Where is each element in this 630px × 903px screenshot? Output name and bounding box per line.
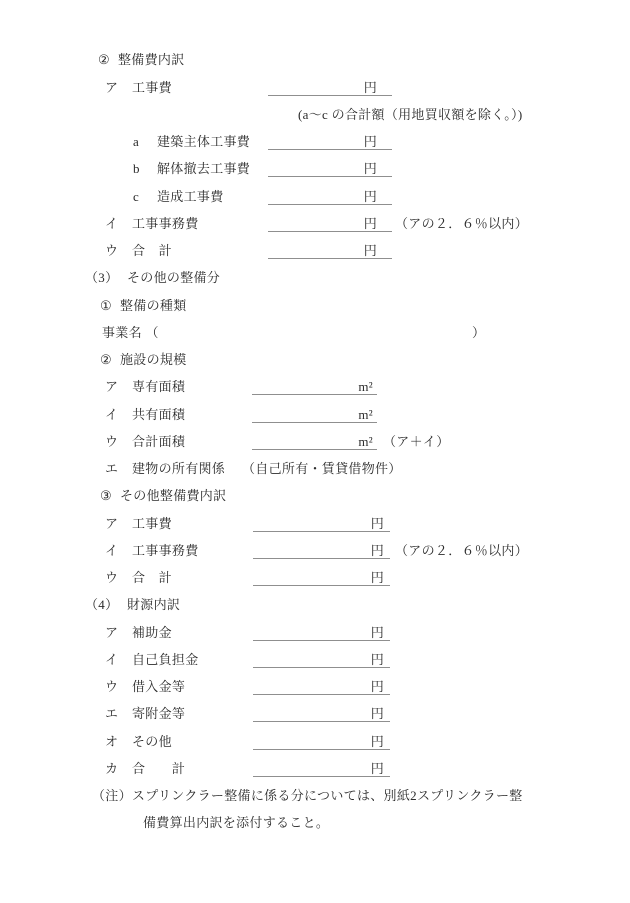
building-ownership-label: 建物の所有関係 — [132, 461, 226, 476]
construction-admin-cost-suffix: （アの２．６％以内） — [395, 215, 529, 231]
blank-underline-field — [253, 515, 390, 532]
loans-label: 借入金等 — [132, 679, 186, 694]
self-funding-text — [105, 652, 199, 667]
improvement-type — [0, 289, 630, 316]
section-other-improvements-text — [85, 270, 220, 285]
section-other-improvements-marker: （3） — [85, 270, 119, 286]
other-improvement-cost-breakdown — [0, 480, 630, 507]
unit-label: 円 — [370, 651, 384, 667]
blank-underline-field — [253, 705, 390, 722]
other-funds-marker: オ — [105, 733, 119, 749]
unit-label: 円 — [363, 243, 377, 258]
subtotal-other-text — [105, 570, 172, 585]
unit-label: 円 — [363, 215, 377, 231]
unit-label: m² — [358, 379, 373, 395]
improvement-type-marker: ① — [100, 297, 112, 313]
other-funds-label: その他 — [132, 733, 172, 749]
total-funding-marker: カ — [105, 760, 119, 776]
facility-scale-text — [100, 352, 187, 367]
building-main-construction-cost-label: 建築主体工事費 — [157, 134, 251, 149]
note-sum-a-to-c — [0, 99, 630, 126]
shared-area-marker: イ — [105, 406, 119, 422]
total-funding — [0, 753, 630, 780]
total-funding-text — [105, 761, 185, 776]
shared-area-text — [105, 407, 185, 422]
total-area-marker: ウ — [105, 433, 119, 449]
blank-underline-field — [253, 760, 390, 777]
demolition-removal-cost-text — [133, 161, 250, 176]
business-name-text: 事業名 （ — [102, 324, 159, 340]
blank-underline-field — [252, 433, 377, 450]
business-name — [0, 317, 630, 344]
section-other-improvements — [0, 262, 630, 289]
other-construction-admin-cost — [0, 535, 630, 562]
subsidy-marker: ア — [105, 624, 119, 640]
building-main-construction-cost-text — [133, 134, 250, 149]
construction-cost-label: 工事費 — [132, 79, 172, 95]
subtotal-equipment-label: 合 計 — [132, 243, 172, 258]
note-sprinkler-line2 — [0, 807, 630, 834]
building-main-construction-cost-marker: a — [133, 134, 140, 149]
other-construction-cost-text — [105, 516, 172, 531]
unit-label: 円 — [370, 733, 384, 749]
note-sum-a-to-c-text: (a〜c の合計額（用地買収額を除く。）) — [298, 106, 523, 122]
facility-scale — [0, 344, 630, 371]
other-improvement-cost-breakdown-marker: ③ — [100, 488, 112, 504]
land-preparation-cost — [0, 180, 630, 207]
blank-underline-field — [252, 378, 377, 395]
construction-admin-cost-text — [105, 216, 199, 231]
unit-label: m² — [358, 406, 373, 422]
note-sprinkler-line2-text: 備費算出内訳を添付すること。 — [143, 815, 330, 831]
section-funding-breakdown-label: 財源内訳 — [127, 597, 181, 613]
demolition-removal-cost-marker: b — [133, 161, 140, 177]
subsidy-label: 補助金 — [132, 624, 172, 640]
loans-marker: ウ — [105, 679, 119, 694]
land-preparation-cost-text — [133, 189, 224, 204]
total-area-label: 合計面積 — [132, 433, 186, 449]
other-funds — [0, 725, 630, 752]
other-construction-cost-marker: ア — [105, 515, 119, 531]
construction-cost — [0, 71, 630, 98]
self-funding — [0, 644, 630, 671]
blank-underline-field — [253, 624, 390, 641]
other-construction-admin-cost-marker: イ — [105, 542, 119, 558]
total-area — [0, 426, 630, 453]
blank-underline-field — [268, 188, 392, 205]
section-equipment-cost-breakdown — [0, 44, 630, 71]
section-funding-breakdown-text — [85, 597, 180, 612]
subtotal-other — [0, 562, 630, 589]
facility-scale-marker: ② — [100, 352, 112, 367]
unit-label: 円 — [370, 624, 384, 640]
building-ownership-marker: エ — [105, 461, 119, 476]
exclusive-area-label: 専有面積 — [132, 379, 186, 395]
unit-label: 円 — [370, 706, 384, 722]
unit-label: 円 — [363, 79, 377, 95]
exclusive-area-text — [105, 379, 185, 394]
other-construction-admin-cost-label: 工事事務費 — [132, 542, 199, 558]
other-improvement-cost-breakdown-label: その他整備費内訳 — [120, 488, 227, 504]
blank-underline-field — [252, 406, 377, 423]
blank-underline-field — [253, 733, 390, 750]
form-rows — [0, 44, 630, 834]
land-preparation-cost-label: 造成工事費 — [157, 188, 224, 204]
unit-label: 円 — [363, 134, 377, 149]
closing-paren: ） — [472, 324, 486, 340]
land-preparation-cost-marker: c — [133, 188, 140, 204]
blank-underline-field — [268, 242, 392, 259]
section-funding-breakdown — [0, 589, 630, 616]
unit-label: 円 — [370, 570, 384, 585]
unit-label: 円 — [370, 515, 384, 531]
loans — [0, 671, 630, 698]
unit-label: 円 — [370, 679, 384, 694]
self-funding-marker: イ — [105, 651, 119, 667]
blank-underline-field — [253, 542, 390, 559]
other-improvement-cost-breakdown-text — [100, 488, 226, 503]
total-funding-label: 合 計 — [132, 760, 186, 776]
blank-underline-field — [268, 215, 392, 232]
note-sprinkler-line1 — [0, 780, 630, 807]
blank-underline-field — [268, 79, 392, 96]
construction-admin-cost-marker: イ — [105, 215, 119, 231]
section-funding-breakdown-marker: （4） — [85, 597, 119, 613]
donations-marker: エ — [105, 706, 119, 722]
building-main-construction-cost — [0, 126, 630, 153]
blank-underline-field — [253, 678, 390, 695]
exclusive-area-marker: ア — [105, 379, 119, 395]
unit-label: 円 — [363, 188, 377, 204]
loans-text — [105, 679, 185, 694]
facility-scale-label: 施設の規模 — [120, 352, 187, 367]
total-area-text — [105, 434, 185, 449]
blank-underline-field — [253, 651, 390, 668]
shared-area-label: 共有面積 — [132, 406, 186, 422]
other-funds-text — [105, 734, 172, 749]
improvement-type-text — [100, 298, 187, 313]
other-construction-admin-cost-text — [105, 543, 199, 558]
shared-area — [0, 398, 630, 425]
subsidy-text — [105, 625, 172, 640]
section-equipment-cost-breakdown-label: 整備費内訳 — [118, 52, 185, 68]
building-ownership — [0, 453, 630, 480]
blank-underline-field — [253, 569, 390, 586]
subtotal-equipment-text — [105, 243, 172, 258]
donations — [0, 698, 630, 725]
other-construction-admin-cost-suffix: （アの２．６％以内） — [395, 542, 529, 558]
section-other-improvements-label: その他の整備分 — [127, 270, 221, 286]
construction-cost-text — [105, 80, 172, 95]
self-funding-label: 自己負担金 — [132, 651, 199, 667]
demolition-removal-cost — [0, 153, 630, 180]
subtotal-equipment-marker: ウ — [105, 243, 119, 258]
other-construction-cost — [0, 507, 630, 534]
exclusive-area — [0, 371, 630, 398]
blank-underline-field — [268, 160, 392, 177]
section-equipment-cost-breakdown-text — [98, 52, 185, 67]
demolition-removal-cost-label: 解体撤去工事費 — [157, 161, 251, 177]
construction-admin-cost-label: 工事事務費 — [132, 215, 199, 231]
subtotal-other-marker: ウ — [105, 570, 119, 585]
note-sprinkler-line1-text: （注）スプリンクラー整備に係る分については、別紙2スプリンクラー整 — [92, 788, 523, 803]
unit-label: 円 — [363, 161, 377, 177]
subsidy — [0, 616, 630, 643]
unit-label: 円 — [370, 542, 384, 558]
section-equipment-cost-breakdown-marker: ② — [98, 52, 110, 68]
improvement-type-label: 整備の種類 — [120, 297, 187, 313]
unit-label: 円 — [370, 760, 384, 776]
subtotal-equipment — [0, 235, 630, 262]
building-ownership-text — [105, 461, 225, 476]
unit-label: m² — [358, 433, 373, 449]
total-area-suffix: （ア＋イ） — [383, 433, 450, 449]
donations-text — [105, 706, 185, 721]
other-construction-cost-label: 工事費 — [132, 515, 172, 531]
subtotal-other-label: 合 計 — [132, 570, 172, 585]
donations-label: 寄附金等 — [132, 706, 186, 722]
construction-cost-marker: ア — [105, 79, 119, 95]
blank-underline-field — [268, 133, 392, 150]
building-ownership-suffix: （自己所有・賃貸借物件） — [242, 461, 402, 476]
construction-admin-cost — [0, 208, 630, 235]
